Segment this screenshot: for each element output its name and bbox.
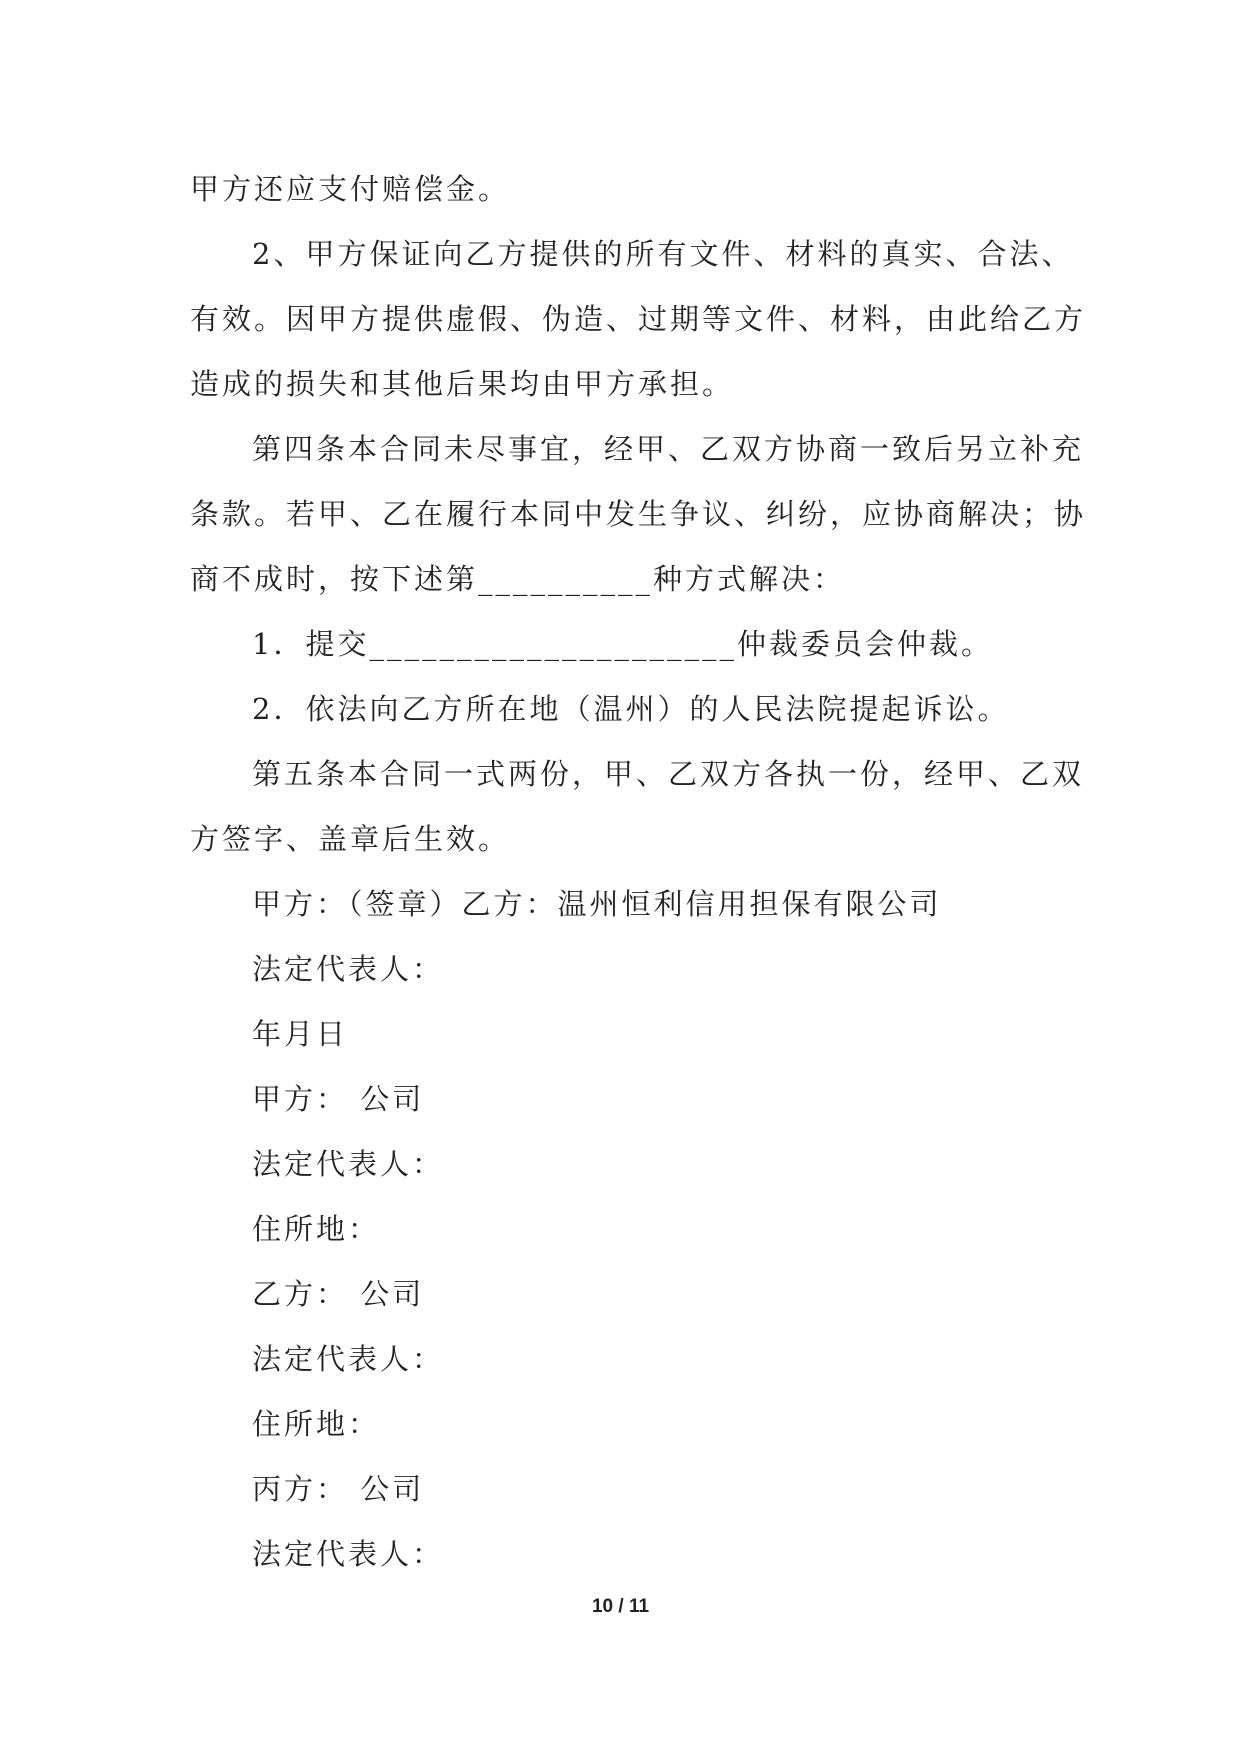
signature-line: 甲方：（签章）乙方：温州恒利信用担保有限公司 xyxy=(252,887,942,921)
text-line: 方签字、盖章后生效。 xyxy=(190,822,511,856)
text-line: 条款。若甲、乙在履行本同中发生争议、纠纷，应协商解决；协 xyxy=(190,497,1087,531)
party-line: 法定代表人： xyxy=(252,1342,445,1376)
signature-line: 法定代表人： xyxy=(252,952,445,986)
text-line: 2．依法向乙方所在地（温州）的人民法院提起诉讼。 xyxy=(252,692,1010,726)
document-body xyxy=(190,157,1087,1587)
party-line: 甲方： 公司 xyxy=(252,1082,425,1116)
text-line: 甲方还应支付赔偿金。 xyxy=(190,172,511,206)
text-line: 有效。因甲方提供虚假、伪造、过期等文件、材料，由此给乙方 xyxy=(190,302,1087,336)
text-line: 第四条本合同未尽事宜，经甲、乙双方协商一致后另立补充 xyxy=(252,432,1085,466)
party-line: 住所地： xyxy=(252,1407,381,1441)
text-line: 2、甲方保证向乙方提供的所有文件、材料的真实、合法、 xyxy=(252,237,1074,271)
party-line: 丙方： 公司 xyxy=(252,1472,425,1506)
text-line: 第五条本合同一式两份，甲、乙双方各执一份，经甲、乙双 xyxy=(252,757,1085,791)
party-line: 住所地： xyxy=(252,1212,381,1246)
party-line: 法定代表人： xyxy=(252,1147,445,1181)
text-line: 造成的损失和其他后果均由甲方承担。 xyxy=(190,367,735,401)
date-line: 年月日 xyxy=(252,1017,349,1051)
party-line: 乙方： 公司 xyxy=(252,1277,425,1311)
text-line: 1．提交_____________________仲裁委员会仲裁。 xyxy=(252,627,993,661)
text-line: 商不成时，按下述第__________种方式解决： xyxy=(190,562,846,596)
party-line: 法定代表人： xyxy=(252,1537,445,1571)
page-number: 10 / 11 xyxy=(591,1596,650,1617)
